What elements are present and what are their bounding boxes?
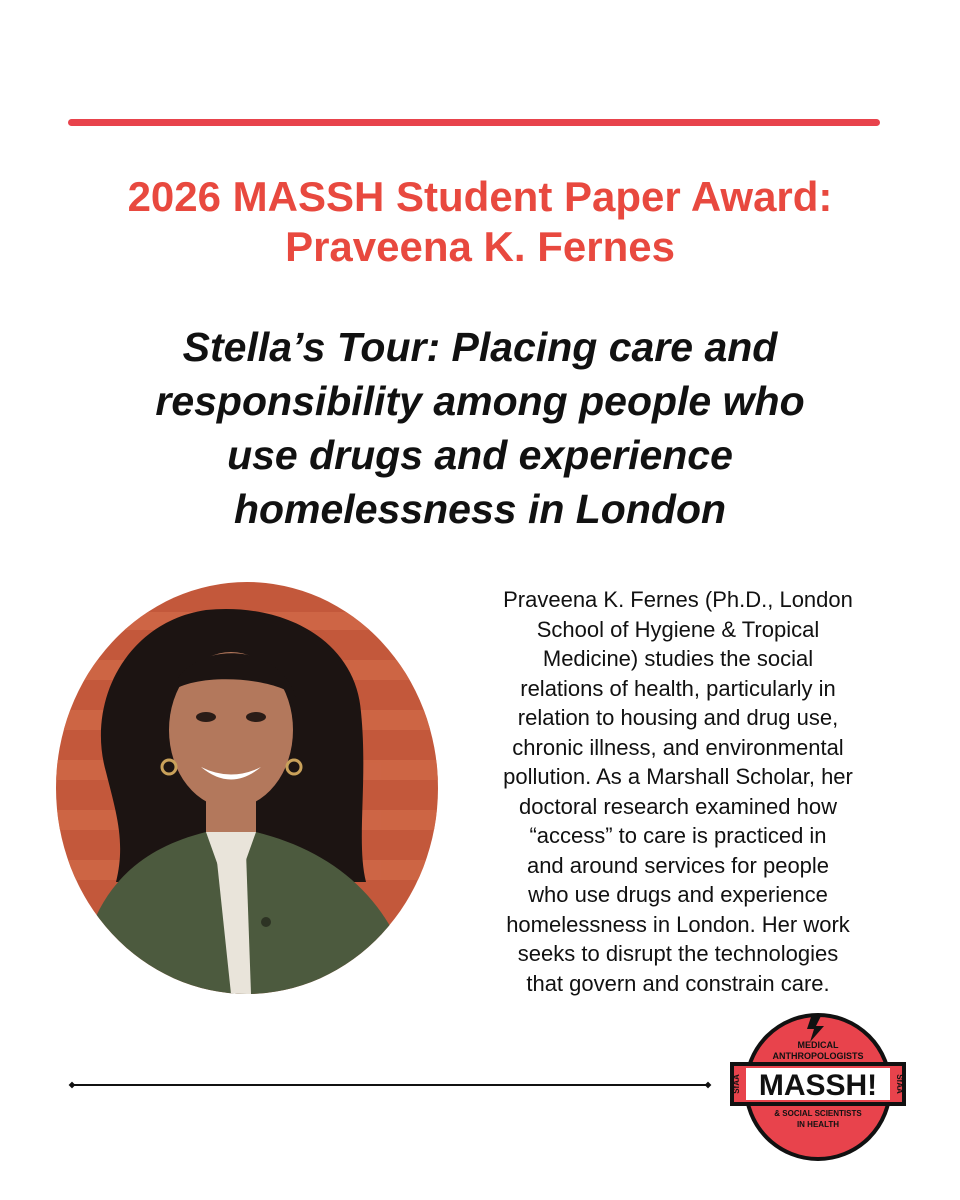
- paper-title-line: Stella’s Tour: Placing care and: [182, 324, 778, 370]
- logo-side-left: SfAA: [732, 1074, 741, 1094]
- recipient-photo: [56, 582, 438, 994]
- bio-line: relations of health, particularly in: [520, 675, 836, 701]
- paper-title: [70, 320, 890, 536]
- logo-bottom-text: & SOCIAL SCIENTISTS: [774, 1109, 862, 1118]
- bio-line: doctoral research examined how: [519, 793, 837, 819]
- bio-line: pollution. As a Marshall Scholar, her: [503, 764, 853, 789]
- logo-top-text-2: ANTHROPOLOGISTS: [772, 1051, 864, 1061]
- bio-line: that govern and constrain care.: [526, 970, 830, 996]
- massh-logo: [722, 1012, 914, 1162]
- bio-line: and around services for people: [526, 852, 830, 878]
- bio-line: Praveena K. Fernes (Ph.D., London: [503, 587, 853, 612]
- logo-top-text: MEDICAL: [797, 1040, 839, 1050]
- award-title-line-1: 2026 MASSH Student Paper Award:: [127, 173, 833, 220]
- bio-line: School of Hygiene & Tropical: [536, 616, 820, 642]
- bio-line: homelessness in London. Her work: [506, 911, 850, 937]
- paper-title-line: use drugs and experience: [227, 432, 733, 478]
- bio-line: “access” to care is practiced in: [529, 823, 827, 848]
- paper-title-line: responsibility among people who: [155, 378, 805, 424]
- bio-line: who use drugs and experience: [528, 882, 828, 907]
- bio-line: chronic illness, and environmental: [512, 734, 844, 760]
- award-recipient-name: Praveena K. Fernes: [285, 223, 675, 270]
- logo-main-text: MASSH!: [758, 1069, 878, 1102]
- bio-line: Medicine) studies the social: [542, 646, 814, 671]
- logo-bottom-text-2: IN HEALTH: [796, 1120, 840, 1129]
- award-title: [40, 172, 920, 272]
- bio-line: seeks to disrupt the technologies: [517, 941, 839, 966]
- bottom-divider: [72, 1084, 708, 1086]
- bio-line: relation to housing and drug use,: [517, 705, 839, 730]
- recipient-bio: [458, 585, 898, 998]
- paper-title-line: homelessness in London: [233, 486, 727, 532]
- top-divider: [68, 119, 880, 126]
- logo-side-right: SfAA: [895, 1074, 904, 1094]
